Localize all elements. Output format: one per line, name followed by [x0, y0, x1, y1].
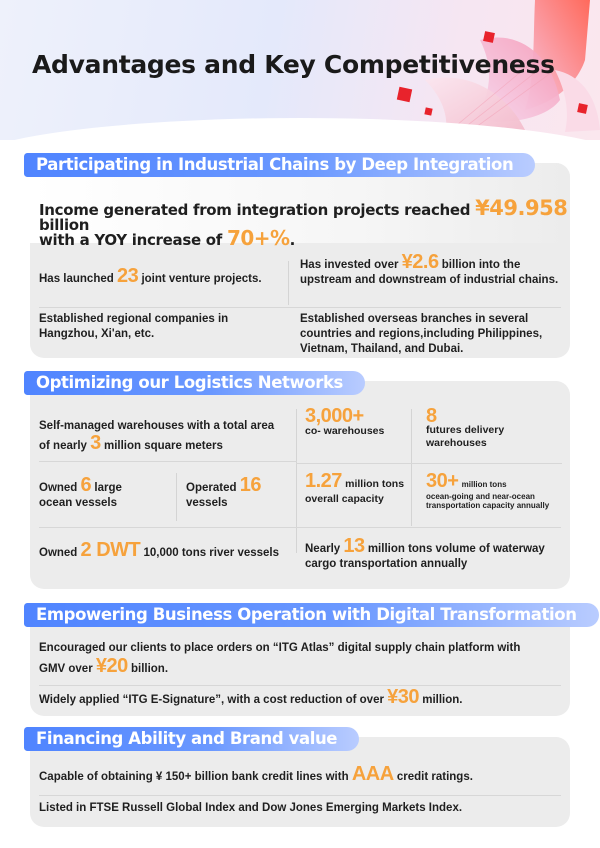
hero-banner — [0, 0, 600, 140]
e-signature-line: Widely applied “ITG E-Signature”, with a cost reduction of over ¥30 million. — [39, 686, 463, 708]
income-line: Income generated from integration projects reached ¥49.958 billion — [39, 196, 568, 234]
futures-warehouses-stat: 8 futures delivery warehouses — [426, 405, 505, 449]
overall-capacity-stat: 1.27 million tons overall capacity — [305, 470, 405, 505]
credit-line: Capable of obtaining ¥ 150+ billion bank credit lines with AAA credit ratings. — [39, 763, 473, 785]
ocean-vessels-stat: Owned 6 large ocean vessels — [39, 474, 122, 509]
index-listing-line: Listed in FTSE Russell Global Index and Dow Jones Emerging Markets Index. — [39, 802, 463, 814]
section-logistics — [30, 373, 570, 589]
gmv-line: GMV over ¥20 billion. — [39, 655, 169, 677]
divider — [411, 471, 412, 526]
red-cube-decoration — [424, 107, 432, 115]
divider — [296, 463, 562, 464]
section-title: Empowering Business Operation with Digital Transformation — [24, 603, 599, 627]
divider — [176, 473, 177, 521]
itg-atlas-line: Encouraged our clients to place orders on “ITG Atlas” digital supply chain platform with — [39, 642, 521, 654]
co-warehouses-stat: 3,000+ co- warehouses — [305, 405, 385, 437]
page-title: Advantages and Key Competitiveness — [32, 50, 555, 79]
section-title: Financing Ability and Brand value — [24, 727, 359, 751]
joint-venture-stat: Has launched 23 joint venture projects. — [39, 265, 262, 287]
overseas-branches: Established overseas branches in several countries and regions,including Philippines, Vietnam, Thailand, and Dubai. — [300, 313, 543, 355]
section-title: Participating in Industrial Chains by Deep Integration — [24, 153, 535, 177]
divider — [39, 307, 561, 308]
regional-companies: Established regional companies in Hangzhou, Xi'an, etc. — [39, 313, 229, 340]
self-managed-warehouses: Self-managed warehouses with a total area of nearly 3 million square meters — [39, 420, 275, 454]
operated-vessels-stat: Operated 16 vessels — [186, 474, 261, 509]
divider — [296, 409, 297, 553]
yoy-line: with a YOY increase of 70+%. — [39, 226, 295, 250]
river-vessels-stat: Owned 2 DWT 10,000 tons river vessels — [39, 539, 280, 561]
divider — [39, 795, 561, 796]
waterway-cargo-stat: Nearly 13 million tons volume of waterway cargo transportation annually — [305, 535, 545, 570]
divider — [39, 527, 561, 528]
divider — [288, 261, 289, 305]
red-cube-decoration — [577, 103, 588, 114]
red-cube-decoration — [397, 87, 412, 102]
section-industrial-chains — [30, 155, 570, 358]
divider — [39, 461, 297, 462]
section-title: Optimizing our Logistics Networks — [24, 371, 365, 395]
section-financing — [30, 729, 570, 827]
investment-stat: Has invested over ¥2.6 billion into the upstream and downstream of industrial chains. — [300, 251, 559, 286]
red-cube-decoration — [483, 31, 495, 43]
transport-capacity-stat: 30+ million tons ocean-going and near-ocean transportation capacity annually — [426, 470, 550, 510]
divider — [39, 685, 561, 686]
section-digital-transformation — [30, 605, 577, 716]
